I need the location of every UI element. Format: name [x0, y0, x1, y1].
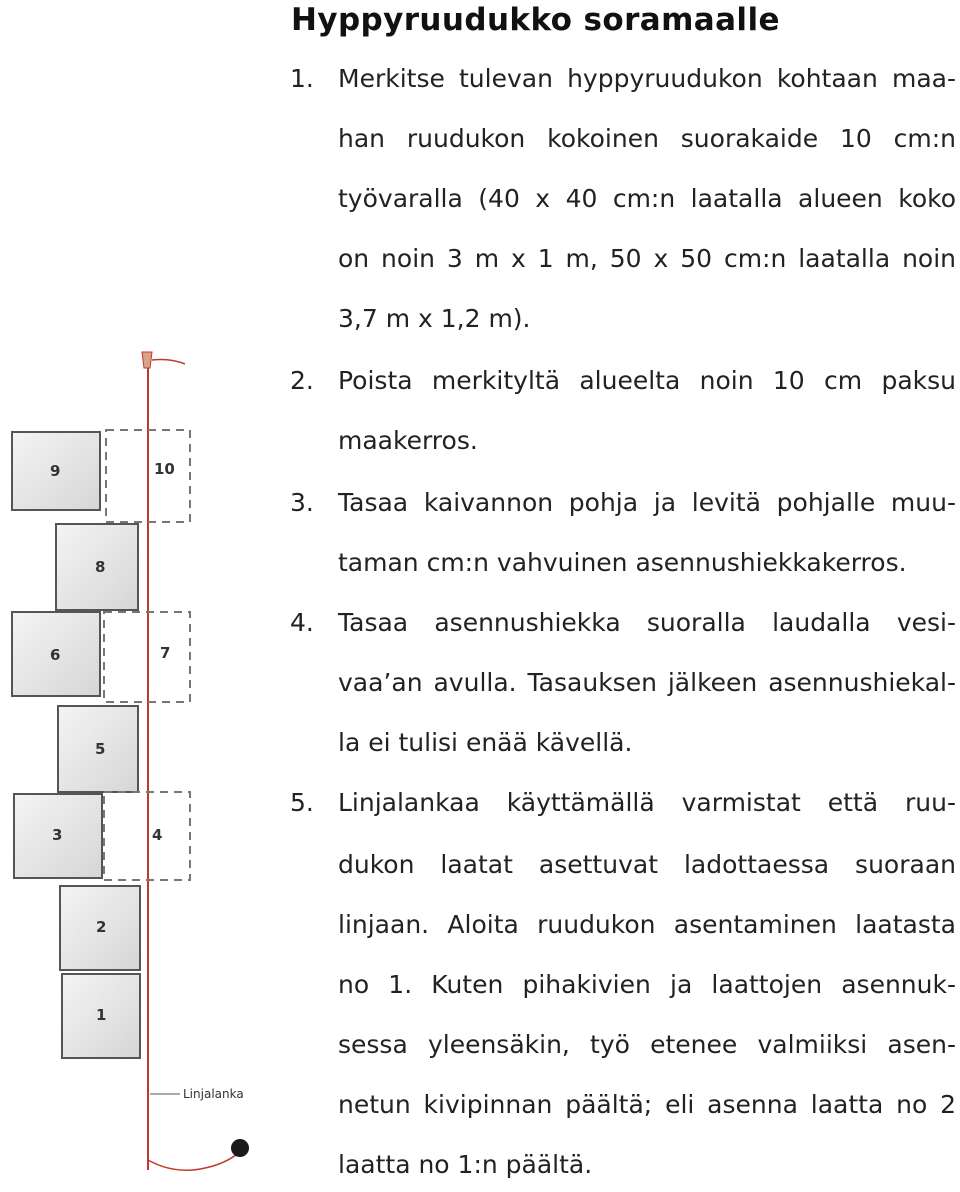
svg-text:3: 3 [52, 826, 63, 844]
tile-8 [56, 524, 138, 610]
rope-reel-icon [231, 1139, 249, 1157]
step-line: laatta no 1:n päältä. [338, 1150, 593, 1179]
rope-end-bottom [148, 1152, 240, 1170]
step-number: 1. [290, 64, 314, 93]
svg-text:1: 1 [96, 1006, 107, 1024]
svg-text:7: 7 [160, 644, 171, 662]
svg-text:9: 9 [50, 462, 61, 480]
step-line: vaa’an avulla. Tasauksen jälkeen asennushiekal- [338, 668, 956, 697]
step-number: 5. [290, 788, 314, 817]
step-line: Poista merkityltä alueelta noin 10 cm paksu [338, 366, 956, 395]
step-line: Merkitse tulevan hyppyruudukon kohtaan maa- [338, 64, 956, 93]
tile-5 [58, 706, 138, 792]
step-line: Linjalankaa käyttämällä varmistat että ruu- [338, 788, 956, 817]
svg-text:8: 8 [95, 558, 106, 576]
tile-9 [12, 432, 100, 510]
step-line: no 1. Kuten pihakivien ja laattojen asennuk- [338, 970, 956, 999]
tile-1 [62, 974, 140, 1058]
step-line: työvaralla (40 x 40 cm:n laatalla alueen koko [338, 184, 956, 213]
stake-top-icon [142, 352, 152, 368]
tile-3 [14, 794, 102, 878]
step-line: Tasaa kaivannon pohja ja levitä pohjalle muu- [338, 488, 956, 517]
step-line: sessa yleensäkin, työ etenee valmiiksi asen- [338, 1030, 956, 1059]
step-line: on noin 3 m x 1 m, 50 x 50 cm:n laatalla noin [338, 244, 956, 273]
page-title: Hyppyruudukko soramaalle [291, 2, 780, 38]
hopscotch-layout-figure [0, 340, 290, 1180]
step-line: 3,7 m x 1,2 m). [338, 304, 531, 333]
svg-text:10: 10 [154, 460, 175, 478]
step-line: netun kivipinnan päältä; eli asenna laatta no 2 [338, 1090, 956, 1119]
step-line: taman cm:n vahvuinen asennushiekkakerros. [338, 548, 907, 577]
step-line: dukon laatat asettuvat ladottaessa suoraan [338, 850, 956, 879]
step-line: Tasaa asennushiekka suoralla laudalla vesi- [338, 608, 956, 637]
tile-6 [12, 612, 100, 696]
step-number: 2. [290, 366, 314, 395]
step-line: han ruudukon kokoinen suorakaide 10 cm:n [338, 124, 956, 153]
svg-text:2: 2 [96, 918, 107, 936]
step-number: 3. [290, 488, 314, 517]
step-line: la ei tulisi enää kävellä. [338, 728, 633, 757]
step-number: 4. [290, 608, 314, 637]
svg-text:4: 4 [152, 826, 163, 844]
tile-2 [60, 886, 140, 970]
step-line: linjaan. Aloita ruudukon asentaminen laatasta [338, 910, 956, 939]
step-line: maakerros. [338, 426, 478, 455]
svg-text:5: 5 [95, 740, 106, 758]
rope-end-top [152, 360, 185, 365]
rope-label: Linjalanka [183, 1087, 244, 1101]
svg-text:6: 6 [50, 646, 61, 664]
